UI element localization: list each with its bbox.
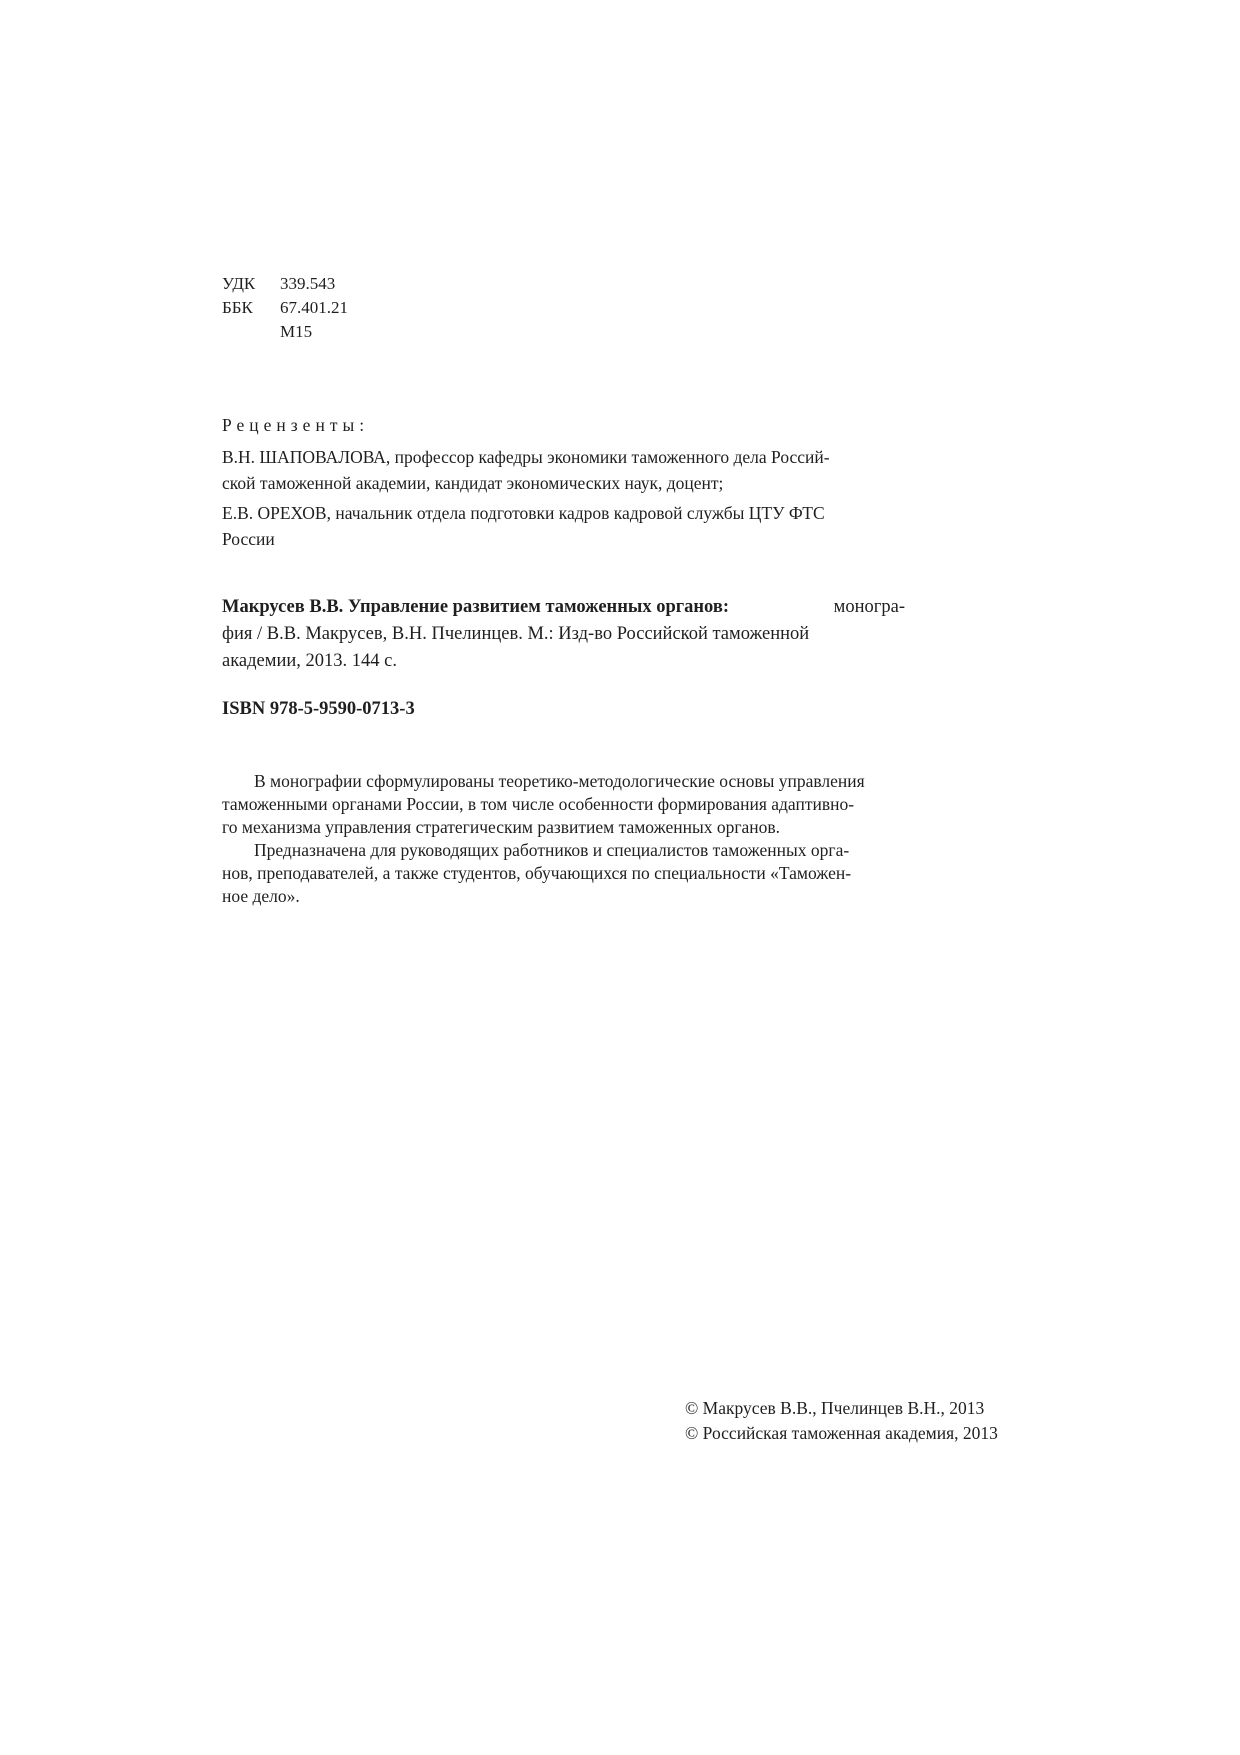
udk-row [222,272,905,296]
annotation-line: ное дело». [222,886,300,906]
copyright-line: © Макрусев В.В., Пчелинцев В.Н., 2013 [685,1398,985,1418]
bbk-label: ББК [222,298,253,317]
reviewer-entry [222,444,905,496]
reviewer-line: России [222,529,275,549]
annotation-line: таможенными органами России, в том числе особенности формирования адаптивно- [222,794,855,814]
reviewer-line: В.Н. ШАПОВАЛОВА, профессор кафедры экономики таможенного дела Россий- [222,447,830,467]
reviewers-section [222,412,905,556]
copyright-block [685,1396,998,1446]
isbn: ISBN 978-5-9590-0713-3 [222,699,415,719]
bbk-value: 67.401.21 [280,298,348,317]
annotation-paragraph [222,839,905,908]
bbk-row [222,296,905,320]
udk-value: 339.543 [280,274,336,293]
reviewers-heading: Рецензенты: [222,415,370,435]
bibliographic-citation [222,594,905,675]
annotation-line: нов, преподавателей, а также студентов, обучающихся по специальности «Таможен- [222,863,852,883]
author-mark-row [222,320,905,344]
reviewer-entry [222,500,905,552]
classification-codes [222,272,905,344]
author-mark-value: М15 [280,322,313,341]
annotation-line: го механизма управления стратегическим развитием таможенных органов. [222,817,781,837]
author-mark-label [222,320,280,344]
reviewer-line: ской таможенной академии, кандидат экономических наук, доцент; [222,473,724,493]
citation-type: моногра- [833,597,905,617]
annotation-line: Предназначена для руководящих работников и специалистов таможенных орга- [254,840,850,860]
annotation-paragraph [222,770,905,839]
reviewer-line: Е.В. ОРЕХОВ, начальник отдела подготовки кадров кадровой службы ЦТУ ФТС [222,503,825,523]
citation-title: Макрусев В.В. Управление развитием таможенных органов: [222,597,729,617]
annotation-line: В монографии сформулированы теоретико-методологические основы управления [254,771,865,791]
citation-line: фия / В.В. Макрусев, В.Н. Пчелинцев. М.: Изд-во Российской таможенной [222,624,810,644]
citation-line [222,594,905,621]
citation-line: академии, 2013. 144 с. [222,651,397,671]
udk-label: УДК [222,274,256,293]
annotation [222,770,905,908]
copyright-line: © Российская таможенная академия, 2013 [685,1423,998,1443]
